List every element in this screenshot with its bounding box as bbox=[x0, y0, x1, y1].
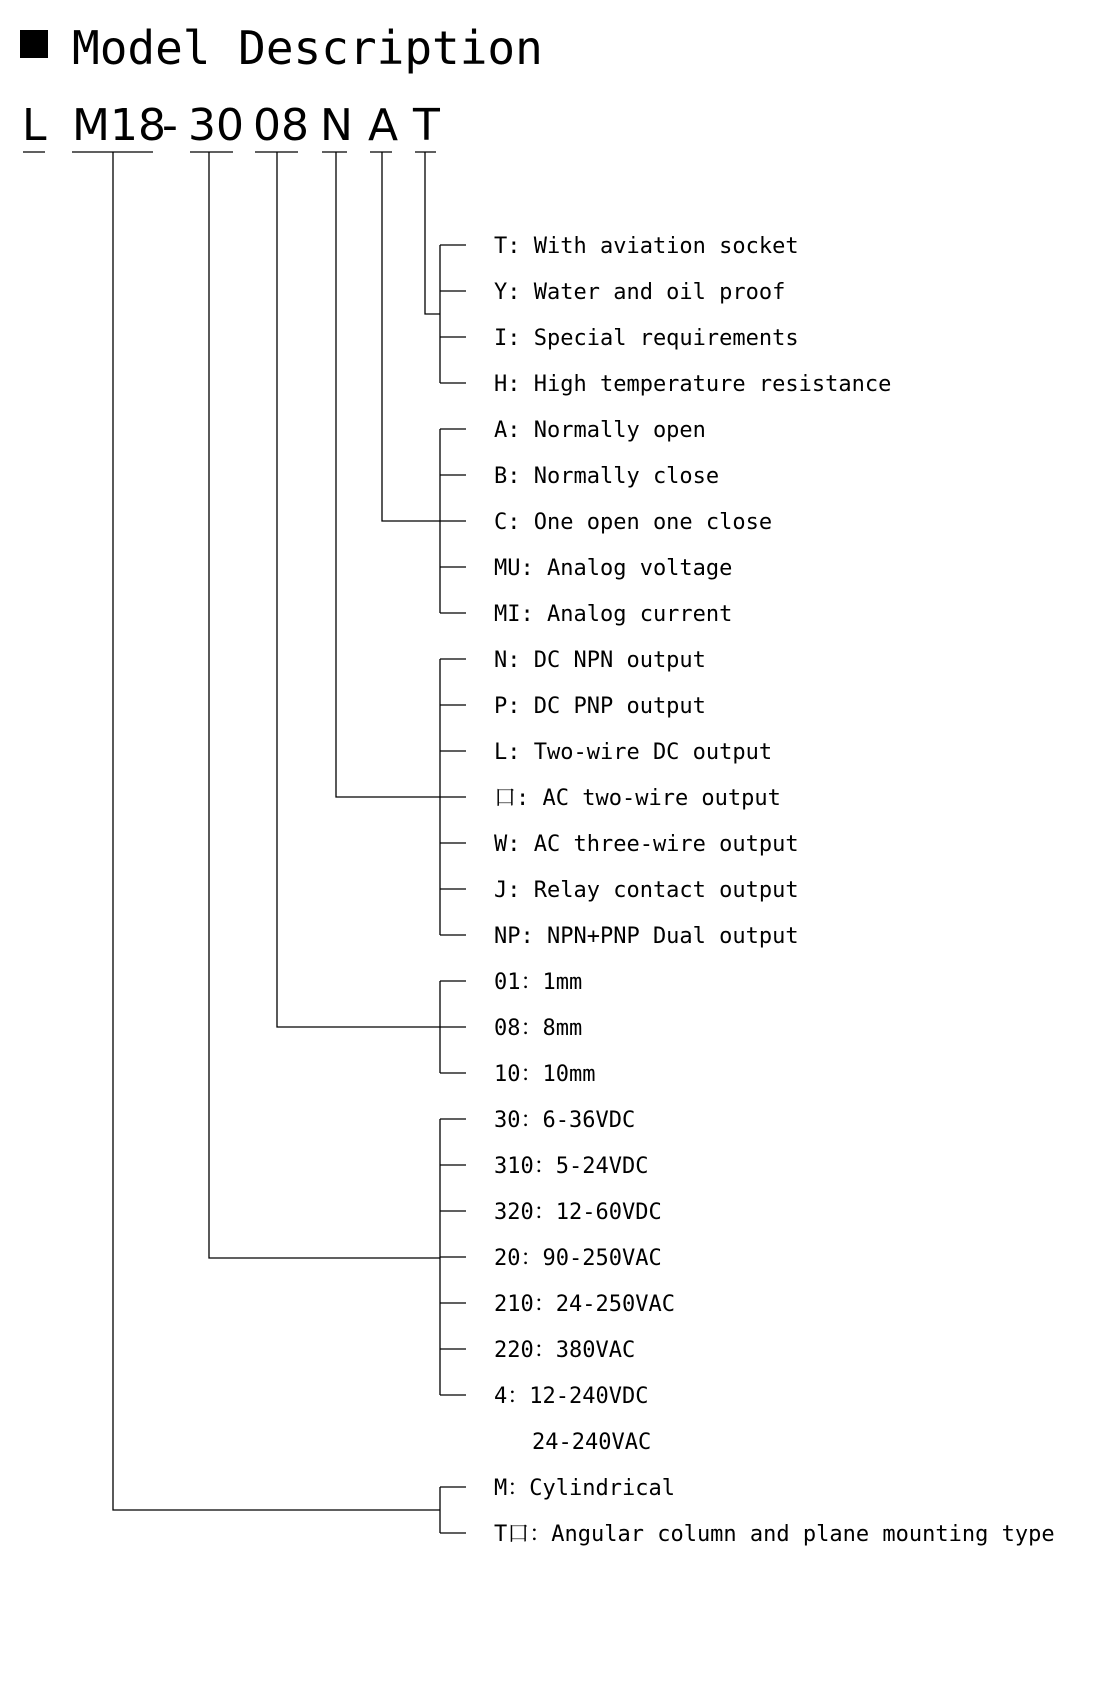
option-label: N: DC NPN output bbox=[494, 648, 706, 673]
option-group-voltage bbox=[440, 1108, 675, 1455]
option-label: 30：6-36VDC bbox=[494, 1108, 636, 1133]
option-groups bbox=[440, 234, 1055, 1547]
segment-l: L bbox=[22, 100, 47, 151]
option-label: 01：1mm bbox=[494, 970, 583, 995]
option-label: M：Cylindrical bbox=[494, 1476, 675, 1501]
option-label: MU: Analog voltage bbox=[494, 556, 733, 581]
option-label: 220：380VAC bbox=[494, 1338, 636, 1363]
option-label: H: High temperature resistance bbox=[494, 372, 892, 397]
leader-lines bbox=[113, 152, 440, 1510]
page-title: Model Description bbox=[72, 21, 543, 75]
segment-08: 08 bbox=[253, 100, 309, 151]
option-group-contact bbox=[440, 418, 772, 627]
segment-t: T bbox=[413, 100, 440, 151]
option-label: J: Relay contact output bbox=[494, 878, 799, 903]
segment-30: 30 bbox=[188, 100, 244, 151]
leader-30 bbox=[209, 152, 440, 1258]
title-square-icon bbox=[20, 30, 48, 58]
option-label: 310：5-24VDC bbox=[494, 1154, 649, 1179]
option-label: C: One open one close bbox=[494, 510, 773, 535]
option-label-continuation: 24-240VAC bbox=[532, 1430, 652, 1455]
option-label: 20：90-250VAC bbox=[494, 1246, 662, 1271]
option-group-output bbox=[440, 648, 799, 949]
option-label: T: With aviation socket bbox=[494, 234, 799, 259]
segment-n: N bbox=[320, 100, 353, 151]
option-label: B: Normally close bbox=[494, 464, 720, 489]
option-group-extra bbox=[440, 234, 891, 397]
option-label: 320：12-60VDC bbox=[494, 1200, 662, 1225]
segment-a: A bbox=[368, 100, 399, 151]
option-label: P: DC PNP output bbox=[494, 694, 706, 719]
option-label: MI: Analog current bbox=[494, 602, 733, 627]
option-group-shape bbox=[440, 1476, 1055, 1547]
option-label: Y: Water and oil proof bbox=[494, 280, 786, 305]
option-label: 210：24-250VAC bbox=[494, 1292, 675, 1317]
model-code bbox=[22, 100, 440, 151]
leader-t bbox=[425, 152, 440, 314]
option-label: A: Normally open bbox=[494, 418, 706, 443]
option-group-distance bbox=[440, 970, 595, 1087]
option-label: 08：8mm bbox=[494, 1016, 583, 1041]
option-label: NP: NPN+PNP Dual output bbox=[494, 924, 799, 949]
segment-m18: M18 bbox=[72, 100, 166, 151]
option-label: I: Special requirements bbox=[494, 326, 799, 351]
option-label: L: Two-wire DC output bbox=[494, 740, 773, 765]
option-label: 口: AC two-wire output bbox=[494, 786, 781, 811]
option-label: T口：Angular column and plane mounting type bbox=[494, 1522, 1055, 1547]
option-label: W: AC three-wire output bbox=[494, 832, 799, 857]
option-label: 10：10mm bbox=[494, 1062, 596, 1087]
segment-dash: - bbox=[162, 100, 178, 151]
leader-08 bbox=[277, 152, 440, 1027]
leader-a bbox=[382, 152, 440, 521]
option-label: 4：12-240VDC bbox=[494, 1384, 649, 1409]
